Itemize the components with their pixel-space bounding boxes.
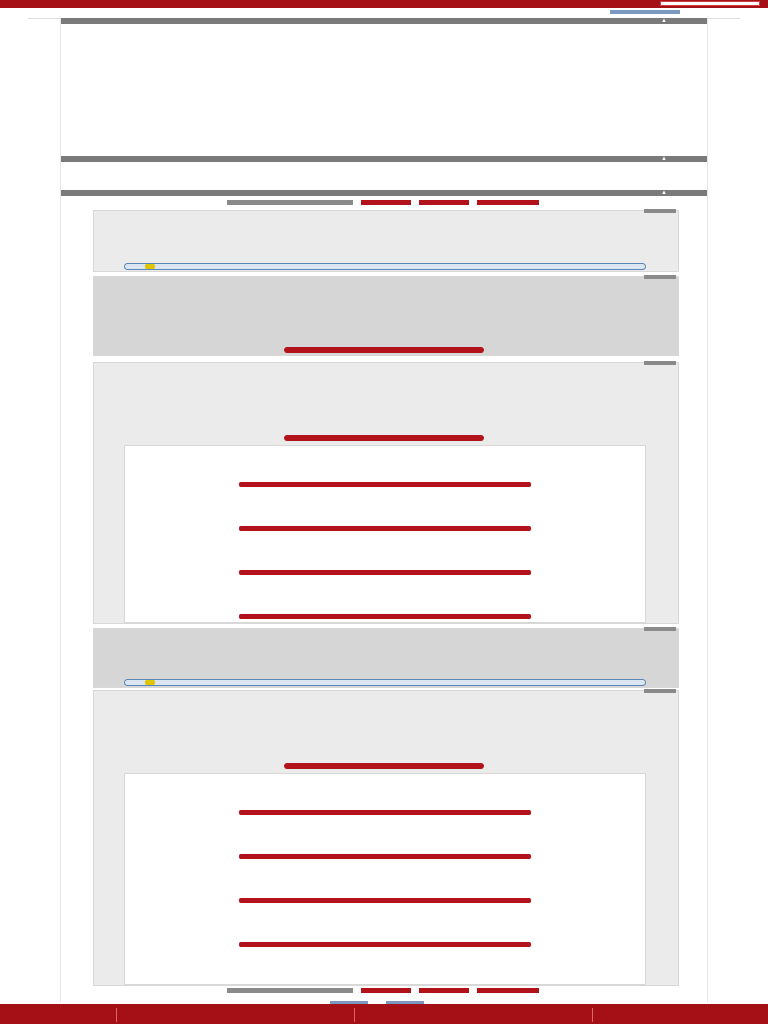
collapse-toggle[interactable] — [644, 627, 676, 631]
more-details-button[interactable] — [239, 942, 531, 947]
pager-page-button[interactable] — [477, 200, 539, 205]
footer-link[interactable] — [330, 1001, 368, 1004]
notifications-panel — [124, 773, 646, 985]
actuacion-record — [93, 690, 679, 986]
more-details-button[interactable] — [239, 570, 531, 575]
record-description — [124, 315, 644, 333]
pager-first-button[interactable] — [227, 988, 353, 993]
expediente-field — [93, 56, 101, 62]
expediente-field — [93, 98, 101, 104]
expediente-field — [93, 105, 101, 111]
expediente-field — [93, 84, 101, 90]
collapse-toggle[interactable] — [644, 275, 676, 279]
expediente-field — [93, 42, 101, 48]
section-expediente[interactable] — [61, 18, 707, 24]
expediente-field — [93, 35, 101, 41]
section-partes[interactable] — [61, 156, 707, 162]
page-title — [258, 9, 598, 16]
collapse-toggle[interactable] — [644, 361, 676, 365]
expediente-field — [93, 28, 101, 34]
footer-column — [116, 1008, 346, 1022]
collapse-toggle[interactable] — [644, 209, 676, 213]
pager-bottom — [227, 988, 539, 993]
more-details-button[interactable] — [239, 898, 531, 903]
folder-icon — [145, 264, 155, 269]
chevron-up-icon[interactable]: ▲ — [661, 18, 667, 24]
footer-column — [592, 1008, 768, 1022]
notifications-panel — [124, 445, 646, 623]
actuacion-record — [93, 210, 679, 272]
footer — [0, 1004, 768, 1024]
download-button[interactable] — [284, 435, 484, 441]
header-nav-links[interactable] — [610, 10, 680, 14]
actuacion-record — [93, 276, 679, 356]
footer-nav-links[interactable] — [300, 1001, 450, 1006]
pager-page-button[interactable] — [419, 988, 469, 993]
expediente-field — [93, 133, 101, 139]
more-details-button[interactable] — [239, 526, 531, 531]
record-description — [124, 401, 644, 419]
search-input[interactable] — [660, 1, 760, 6]
expediente-field — [93, 126, 101, 132]
chevron-up-icon[interactable]: ▲ — [661, 190, 667, 196]
footer-link[interactable] — [386, 1001, 424, 1004]
download-button[interactable] — [284, 763, 484, 769]
chevron-up-icon[interactable]: ▲ — [661, 156, 667, 162]
more-details-button[interactable] — [239, 810, 531, 815]
pager-first-button[interactable] — [227, 200, 353, 205]
pager-page-button[interactable] — [419, 200, 469, 205]
actuacion-record — [93, 628, 679, 688]
footer-column — [354, 1008, 584, 1022]
expediente-field — [93, 140, 101, 146]
partes-row — [91, 180, 681, 186]
pager-page-button[interactable] — [477, 988, 539, 993]
expediente-field — [93, 77, 101, 83]
expediente-field — [93, 119, 101, 125]
download-button[interactable] — [284, 347, 484, 353]
expediente-field — [93, 63, 101, 69]
actuacion-record — [93, 362, 679, 624]
attachment-bar[interactable] — [124, 263, 646, 270]
pager-page-button[interactable] — [361, 200, 411, 205]
pager-page-button[interactable] — [361, 988, 411, 993]
partes-row — [91, 172, 681, 178]
partes-header-row — [91, 164, 681, 170]
expediente-field — [93, 70, 101, 76]
more-details-button[interactable] — [239, 614, 531, 619]
expediente-field — [93, 112, 101, 118]
collapse-toggle[interactable] — [644, 689, 676, 693]
folder-icon — [145, 680, 155, 685]
section-seguimiento[interactable] — [61, 190, 707, 196]
more-details-button[interactable] — [239, 854, 531, 859]
expediente-field — [93, 49, 101, 55]
more-details-button[interactable] — [239, 482, 531, 487]
pager-top — [227, 200, 539, 205]
main-content — [60, 18, 708, 1002]
record-description — [124, 729, 644, 747]
top-bar — [0, 0, 768, 8]
attachment-bar[interactable] — [124, 679, 646, 686]
expediente-field — [93, 91, 101, 97]
